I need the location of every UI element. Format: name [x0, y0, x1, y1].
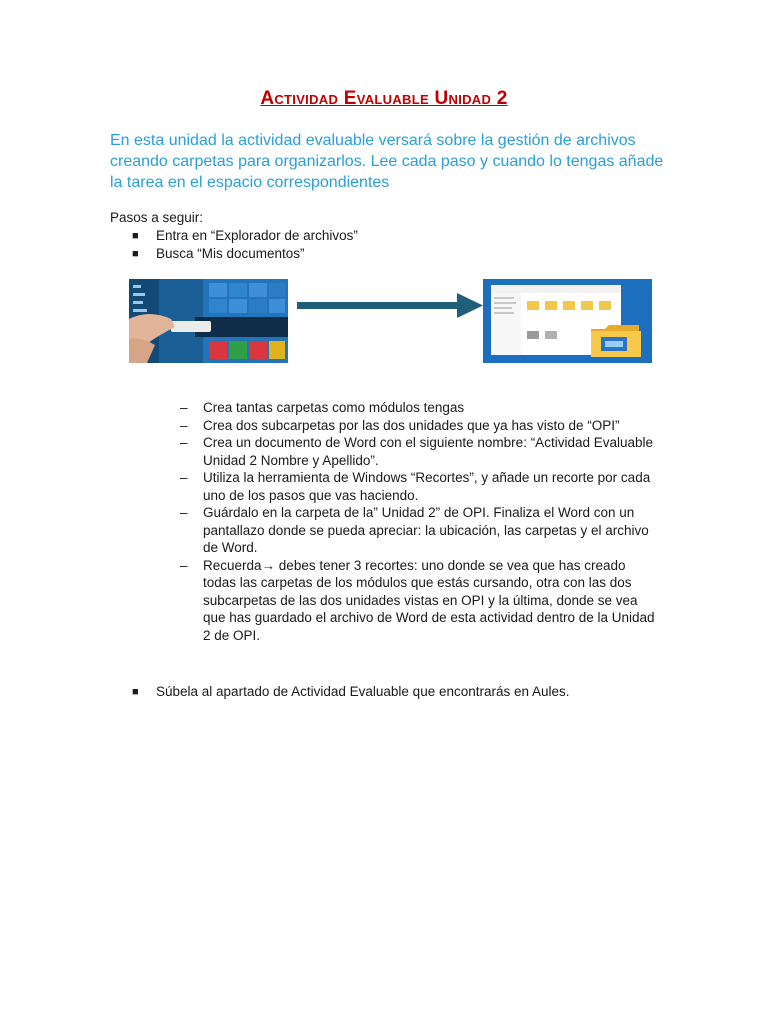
- final-steps-list: [132, 683, 672, 701]
- start-menu-image: [129, 279, 288, 363]
- dash-bullet: –: [180, 557, 188, 573]
- top-steps-list: [132, 227, 672, 263]
- list-item: [132, 683, 672, 701]
- list-item: [132, 245, 672, 263]
- dash-bullet: –: [180, 400, 188, 415]
- list-item: [132, 227, 672, 245]
- list-item: [180, 557, 660, 645]
- file-explorer-illustration: [483, 279, 652, 363]
- step-text: Busca “Mis documentos”: [156, 246, 305, 261]
- square-bullet-icon: ■: [132, 230, 139, 242]
- reminder-lead: Recuerda: [203, 557, 262, 573]
- sub-steps-list: [180, 399, 660, 644]
- square-bullet-icon: ■: [132, 248, 139, 260]
- reminder-text: debes tener 3 recortes: uno donde se vea que has creado todas las carpetas de los módulos que estás cursando, otra con las dos subcarpetas de las dos unidades vistas en OPI y la última, donde se vea que has guardado el archivo de Word de esta actividad dentro de la Unidad 2 de OPI.: [203, 557, 655, 643]
- step-text: Súbela al apartado de Actividad Evaluable que encontrarás en Aules.: [156, 684, 570, 699]
- dash-bullet: –: [180, 505, 188, 520]
- sub-step-text: Utiliza la herramienta de Windows “Recortes”, y añade un recorte por cada uno de los pasos que vas haciendo.: [203, 470, 651, 503]
- sub-step-text: Crea tantas carpetas como módulos tengas: [203, 400, 465, 415]
- list-item: [180, 417, 660, 435]
- list-item: [180, 504, 660, 557]
- file-explorer-image: [483, 279, 652, 363]
- start-menu-illustration: [129, 279, 288, 363]
- intro-paragraph: En esta unidad la actividad evaluable versará sobre la gestión de archivos creando carpetas para organizarlos. Lee cada paso y cuando lo tengas añade la tarea en el espacio correspondientes: [110, 132, 664, 191]
- steps-label: Pasos a seguir:: [110, 210, 204, 225]
- sub-step-text: Crea un documento de Word con el siguiente nombre: “Actividad Evaluable Unidad 2 Nombre y Apellido”.: [203, 435, 654, 468]
- document-title: Actividad Evaluable Unidad 2: [260, 88, 508, 109]
- list-item: [180, 434, 660, 469]
- sub-step-text: Guárdalo en la carpeta de la” Unidad 2” de OPI. Finaliza el Word con un pantallazo donde se pueda apreciar: la ubicación, las carpetas y el archivo de Word.: [203, 505, 649, 555]
- list-item: [180, 399, 660, 417]
- dash-bullet: –: [180, 470, 188, 485]
- dash-bullet: –: [180, 435, 188, 450]
- square-bullet-icon: ■: [132, 686, 139, 698]
- arrow-right-icon: [297, 291, 487, 321]
- arrow-right-icon: →: [261, 557, 276, 573]
- step-text: Entra en “Explorador de archivos”: [156, 228, 358, 243]
- sub-step-text: Crea dos subcarpetas por las dos unidades que ya has visto de “OPI”: [203, 417, 620, 433]
- list-item: [180, 469, 660, 504]
- dash-bullet: –: [180, 417, 188, 433]
